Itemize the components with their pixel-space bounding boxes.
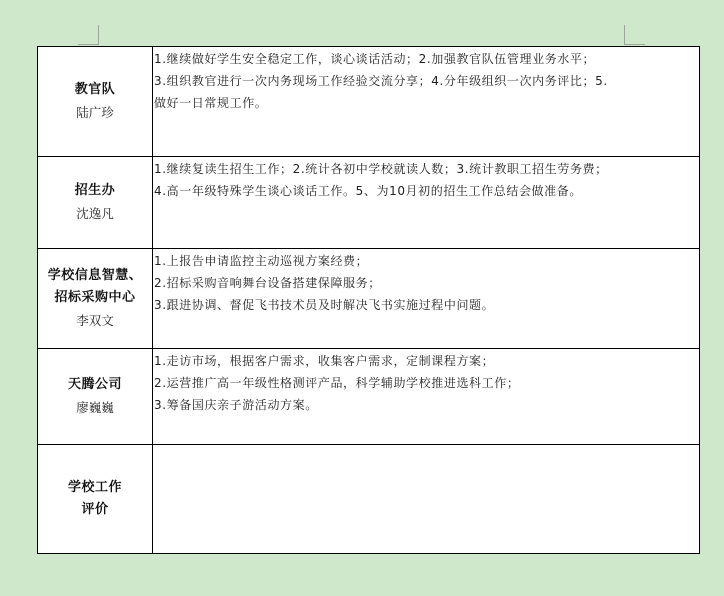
plan-line: 2.运营推广高一年级性格测评产品，科学辅助学校推进选科工作； bbox=[154, 376, 520, 390]
plan-content-cell[interactable] bbox=[153, 349, 700, 445]
department-person: 廖巍巍 bbox=[76, 399, 114, 415]
department-name: 评价 bbox=[81, 502, 109, 517]
department-name: 学校工作 bbox=[67, 480, 122, 495]
plan-content-cell[interactable] bbox=[153, 47, 700, 157]
crop-mark-top-left-vertical bbox=[98, 25, 99, 45]
plan-line: 2.招标采购音响舞台设备搭建保障服务； bbox=[154, 276, 381, 290]
department-cell[interactable] bbox=[38, 249, 153, 349]
department-name: 天腾公司 bbox=[67, 376, 122, 392]
department-cell[interactable] bbox=[38, 157, 153, 249]
work-plan-table bbox=[37, 46, 700, 554]
crop-mark-top-right-horizontal bbox=[624, 44, 645, 45]
table-row bbox=[38, 349, 700, 445]
plan-line: 3.跟进协调、督促飞书技术员及时解决飞书实施过程中问题。 bbox=[154, 298, 495, 312]
plan-line: 3.筹备国庆亲子游活动方案。 bbox=[154, 398, 318, 412]
department-cell[interactable] bbox=[38, 47, 153, 157]
plan-content-cell[interactable] bbox=[153, 157, 700, 249]
department-person: 李双文 bbox=[76, 312, 114, 328]
department-name: 教官队 bbox=[74, 81, 116, 97]
crop-mark-top-left-horizontal bbox=[78, 44, 99, 45]
department-name: 招标采购中心 bbox=[54, 289, 136, 305]
plan-line: 1.继续复读生招生工作；2.统计各初中学校就读人数；3.统计教职工招生劳务费； bbox=[154, 162, 608, 176]
table-row bbox=[38, 445, 700, 554]
department-cell[interactable] bbox=[38, 445, 153, 554]
department-name: 招生办 bbox=[74, 182, 116, 198]
department-cell[interactable] bbox=[38, 349, 153, 445]
plan-line: 做好一日常规工作。 bbox=[154, 96, 268, 110]
plan-line: 1.走访市场，根据客户需求，收集客户需求，定制课程方案； bbox=[154, 354, 495, 368]
department-person: 沈逸凡 bbox=[76, 205, 114, 221]
department-name: 学校信息智慧、 bbox=[47, 267, 143, 283]
plan-line: 4.高一年级特殊学生谈心谈话工作。5、为10月初的招生工作总结会做准备。 bbox=[154, 184, 582, 198]
department-person: 陆广珍 bbox=[76, 104, 114, 120]
crop-mark-top-right-vertical bbox=[624, 25, 625, 45]
evaluation-content-cell[interactable] bbox=[153, 445, 700, 554]
table-row bbox=[38, 157, 700, 249]
plan-line: 1.上报告申请监控主动巡视方案经费； bbox=[154, 254, 369, 268]
table-row bbox=[38, 47, 700, 157]
plan-line: 1.继续做好学生安全稳定工作，谈心谈话活动；2.加强教官队伍管理业务水平； bbox=[154, 52, 596, 66]
plan-content-cell[interactable] bbox=[153, 249, 700, 349]
document-page bbox=[37, 46, 699, 554]
plan-line: 3.组织教官进行一次内务现场工作经验交流分享；4.分年级组织一次内务评比；5. bbox=[154, 74, 608, 88]
table-row bbox=[38, 249, 700, 349]
